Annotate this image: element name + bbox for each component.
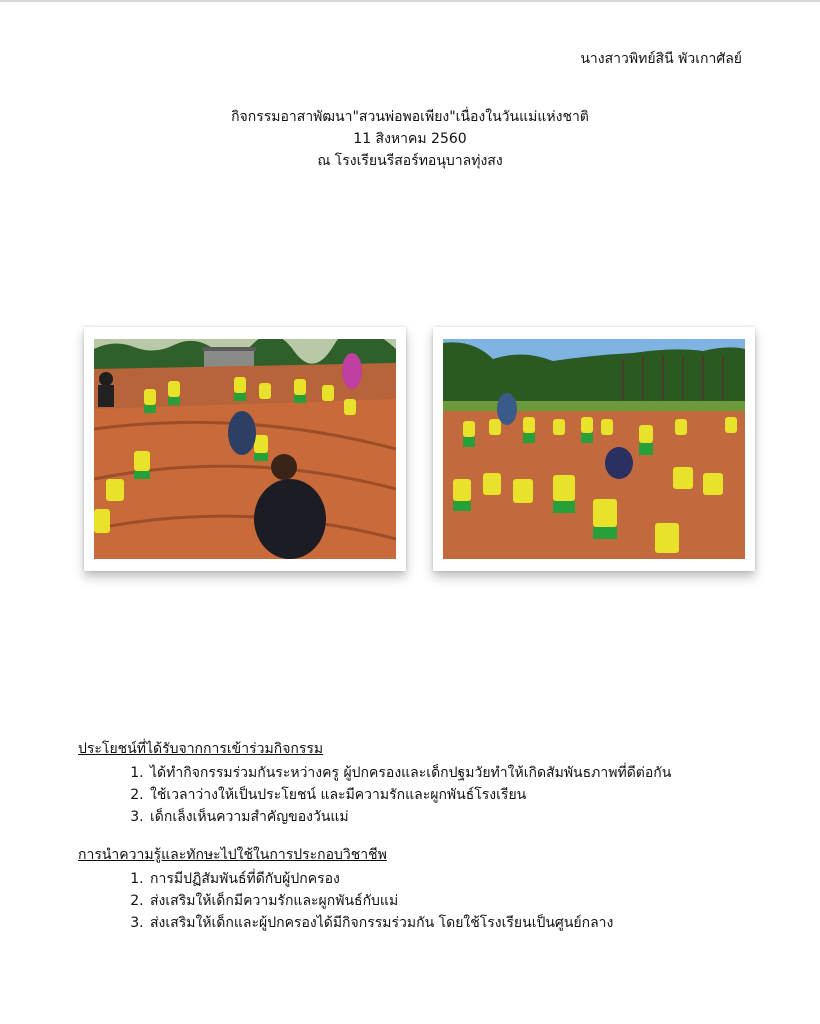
list-item: 1. การมีปฏิสัมพันธ์ที่ดีกับผู้ปกครอง [148,868,613,890]
photo-children-planting-garden-left [94,339,396,559]
list-item: 1. ได้ทำกิจกรรมร่วมกันระหว่างครู ผู้ปกครองและเด็กปฐมวัยทำให้เกิดสัมพันธภาพที่ดีต่อกัน [148,762,671,784]
list-item: 3. เด็กเล็งเห็นความสำคัญของวันแม่ [148,806,671,828]
applications-heading: การนำความรู้และทักษะไปใช้ในการประกอบวิชาชีพ [78,847,387,863]
title-line-3: ณ โรงเรียนรีสอร์ทอนุบาลทุ่งสง [317,153,503,169]
benefits-heading: ประโยชน์ที่ได้รับจากการเข้าร่วมกิจกรรม [78,741,324,757]
benefits-list [78,762,671,828]
photo-right-frame [433,327,755,571]
list-item: 3. ส่งเสริมให้เด็กและผู้ปกครองได้มีกิจกรรมร่วมกัน โดยใช้โรงเรียนเป็นศูนย์กลาง [148,912,613,934]
author-name: นางสาวพิทย์สินี พัวเกาศัลย์ [580,51,742,67]
applications-section [78,844,613,934]
benefits-section [78,738,671,828]
title-line-2: 11 สิงหาคม 2560 [353,131,467,147]
top-divider [0,0,820,2]
list-item: 2. ส่งเสริมให้เด็กมีความรักและผูกพันธ์กับแม่ [148,890,613,912]
photo-children-planting-garden-right [443,339,745,559]
photo-left-frame [84,327,406,571]
title-line-1: กิจกรรมอาสาพัฒนา"สวนพ่อพอเพียง"เนื่องในวันแม่แห่งชาติ [231,109,589,125]
title-block [0,106,820,172]
applications-list [78,868,613,934]
list-item: 2. ใช้เวลาว่างให้เป็นประโยชน์ และมีความรักและผูกพันธ์โรงเรียน [148,784,671,806]
